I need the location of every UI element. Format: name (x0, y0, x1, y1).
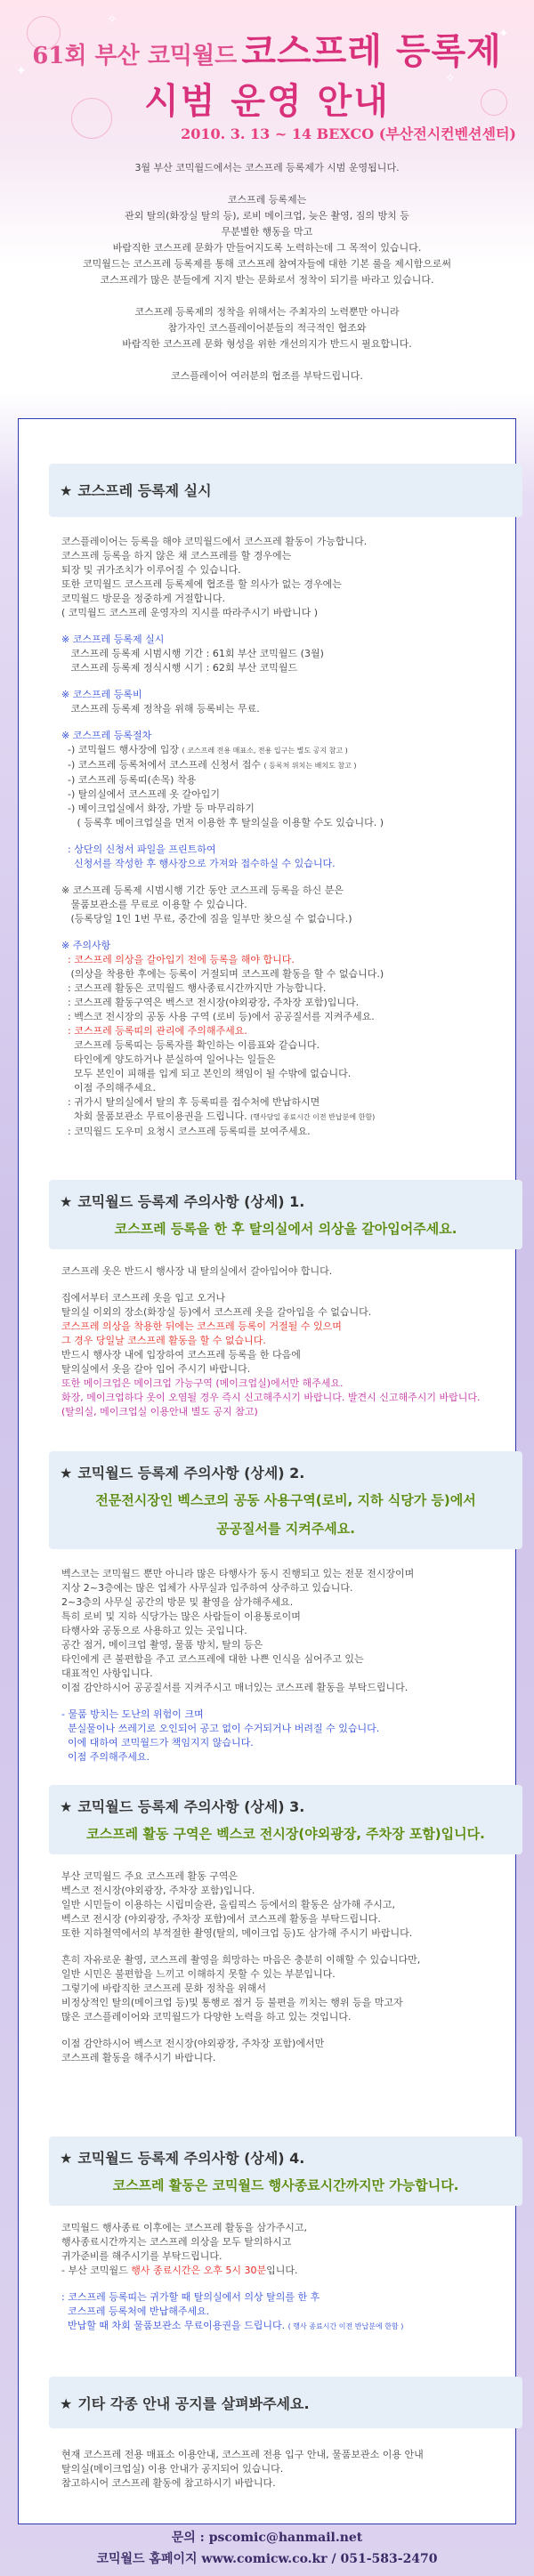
text-line: : 벡스코 전시장의 공동 사용 구역 (로비 등)에서 공공질서를 지켜주세요. (61, 1011, 375, 1022)
text-line: : 상단의 신청서 파일을 프린트하여 (61, 844, 216, 855)
text-line: 대표적인 사항입니다. (61, 1668, 153, 1679)
text-line: 반드시 행사장 내에 입장하여 코스프레 등록을 한 다음에 (61, 1349, 301, 1361)
footer (0, 2527, 534, 2576)
text-line: - 물품 방치는 도난의 위험이 크며 (61, 1708, 204, 1720)
star-icon: ★ (60, 1193, 73, 1210)
text-line: 일반 시민은 불편함을 느끼고 이해하지 못할 수 있는 부분입니다. (61, 1968, 336, 1980)
text-line: 벡스코 전시장(야외광장, 주차장 포함)입니다. (61, 1885, 255, 1896)
section-body (61, 1264, 517, 1419)
text-line: 흔히 자유로운 촬영, 코스프레 촬영을 희망하는 마음은 충분히 이해할 수 있습니다만, (61, 1954, 421, 1966)
section-subtitle: 코스프레 활동은 코믹월드 행사종료시간까지만 가능합니다. (112, 2177, 459, 2193)
section-header (49, 2136, 522, 2206)
star-icon: ★ (60, 1798, 73, 1815)
section-subtitle: 코스프레 활동 구역은 벡스코 전시장(야외광장, 주차장 포함)입니다. (86, 1826, 485, 1842)
text-line: 이점 주의해주세요. (61, 1751, 150, 1763)
section-body (61, 1869, 517, 2065)
text-line: : 코스프레 의상을 갈아입기 전에 등록을 해야 합니다. (61, 954, 295, 965)
text-line: 많은 코스플레이어와 코믹월드가 다양한 노력을 하고 있는 것입니다. (61, 2011, 352, 2023)
text-line: ※ 코스프레 등록제 실시 (61, 634, 165, 645)
intro-paragraph: 코스프레 등록제는 관외 탈의(화장실 탈의 등), 로비 메이크업, 늦은 촬영, 짐의 방치 등 무분별한 행동을 막고 바람직한 코스프레 문화가 만들어지도록 노력하는데 그 목적이 있습니다. 코믹월드는 코스프레 등록제를 통해 코스프레 참여자들에 대한 기본 룰을 제시함으로써 코스프레가 많은 분들에게 지지 받는 문화로서 정착이 되기를 바라고 있습니다. (82, 194, 451, 286)
text-line: 모두 본인이 피해를 입게 되고 본인의 책임이 될 수밖에 없습니다. (61, 1068, 352, 1079)
star-icon: ★ (60, 1465, 73, 1482)
text-line: 이에 대하여 코믹월드가 책임지지 않습니다. (61, 1737, 254, 1748)
text-line: 비정상적인 탈의(메이크업 등)및 통행로 점거 등 불편을 끼치는 행위 등을 막고자 (61, 1997, 403, 2008)
text-line: 이점 감안하시어 벡스코 전시장(야외광장, 주차장 포함)에서만 (61, 2038, 325, 2049)
text-line: 특히 로비 및 지하 식당가는 많은 사람들이 이용통로이며 (61, 1611, 301, 1622)
text-line: 또한 지하철역에서의 부적절한 촬영(탈의, 메이크업 등)도 삼가해 주시기 바랍니다. (61, 1927, 413, 1939)
text-line: 코스프레 활동을 해주시기 바랍니다. (61, 2052, 216, 2063)
text-line: ( 코믹월드 코스프레 운영자의 지시를 따라주시기 바랍니다 ) (61, 607, 319, 618)
section-title (60, 1191, 304, 1211)
text-line: : 코믹월드 도우미 요청시 코스프레 등록띠를 보여주세요. (61, 1126, 311, 1137)
sparkle-icon: ✧ (107, 12, 117, 27)
text-line: (등록당일 1인 1번 무료, 중간에 짐을 일부만 찾으실 수 없습니다.) (61, 913, 352, 925)
section-body (61, 1567, 517, 1764)
text-line: -) 코믹월드 행사장에 입장 ( 코스프레 전용 매표소, 전용 입구는 별도 공지 참고 ) (61, 744, 348, 755)
section-header (49, 1785, 522, 1854)
text-line: 집에서부터 코스프레 옷을 입고 오거나 (61, 1292, 226, 1304)
section-title (60, 2147, 304, 2168)
text-line: 탈의실에서 옷을 갈아 입어 주시기 바랍니다. (61, 1363, 251, 1375)
text-line: 코스프레 등록처에 반납해주세요. (61, 2305, 210, 2317)
text-line: 코스프레 의상을 착용한 뒤에는 코스프레 등록이 거절될 수 있으며 (61, 1320, 342, 1332)
text-line: 코믹월드 행사종료 이후에는 코스프레 활동을 삼가주시고, (61, 2222, 308, 2233)
text-line: 탈의실 이외의 장소(화장실 등)에서 코스프레 옷을 갈아입을 수 없습니다. (61, 1306, 372, 1318)
text-line: 그렇기에 바람직한 코스프레 문화 정착을 위해서 (61, 1982, 267, 1994)
text-line: 신청서를 작성한 후 행사장으로 가져와 접수하실 수 있습니다. (61, 858, 336, 869)
page-subtitle: 시범 운영 안내 (144, 80, 390, 122)
text-line: -) 탈의실에서 코스프레 옷 갈아입기 (61, 788, 221, 800)
text-line: 공간 점거, 메이크업 촬영, 물품 방치, 탈의 등은 (61, 1639, 263, 1651)
text-line: (탈의실, 메이크업실 이용안내 별도 공지 참고) (61, 1406, 258, 1417)
contact-label: 문의 : (171, 2531, 209, 2545)
section-header (49, 1180, 522, 1249)
text-line: 코스프레 등록띠는 등록자를 확인하는 이름표와 같습니다. (61, 1039, 320, 1051)
text-line: 코스프레 등록제 정식시행 시기 : 62회 부산 코믹월드 (61, 662, 298, 674)
sparkle-icon: ✧ (445, 71, 456, 85)
section-body (61, 2448, 517, 2491)
title-prefix: 61회 부산 코믹월드 (32, 43, 238, 69)
text-line: -) 코스프레 등록띠(손목) 착용 (61, 774, 197, 786)
text-line: 물품보관소를 무료로 이용할 수 있습니다. (61, 899, 247, 910)
text-line: 일반 시민들이 이용하는 시립미술관, 올림픽스 등에서의 활동은 삼가해 주시고, (61, 1899, 395, 1910)
homepage-line (0, 2548, 534, 2570)
text-line: : 코스프레 활동은 코믹월드 행사종료시간까지만 가능합니다. (61, 982, 327, 994)
text-line: 이점 감안하시어 공공질서를 지켜주시고 매너있는 코스프레 활동을 부탁드립니다. (61, 1682, 409, 1693)
star-icon: ★ (60, 2395, 73, 2412)
text-line: 또한 메이크업은 메이크업 가능구역 (메이크업실)에서만 해주세요. (61, 1377, 344, 1389)
text-line: 귀가준비를 해주시기를 부탁드립니다. (61, 2250, 222, 2262)
text-line: ※ 코스프레 등록절차 (61, 730, 152, 741)
header-banner (0, 0, 534, 142)
text-line: 지상 2~3층에는 많은 업체가 사무실과 입주하여 상주하고 있습니다. (61, 1582, 353, 1594)
phone-number: / 051-583-2470 (327, 2552, 438, 2566)
text-line: 분실물이나 쓰레기로 오인되어 공고 없이 수거되거나 버려질 수 있습니다. (61, 1723, 380, 1734)
text-line: 이점 주의해주세요. (61, 1082, 156, 1094)
text-line: 행사종료시간까지는 코스프레 의상을 모두 탈의하시고 (61, 2236, 292, 2248)
section-title (60, 1462, 304, 1482)
intro-text (27, 160, 507, 400)
sparkle-icon: ✦ (16, 64, 27, 78)
text-line: : 귀가시 탈의실에서 탈의 후 등록띠를 접수처에 반납하시면 (61, 1096, 320, 1108)
section-title-text: 코스프레 등록제 실시 (77, 482, 212, 499)
text-line: : 코스프레 등록띠는 귀가할 때 탈의실에서 의상 탈의를 한 후 (61, 2291, 320, 2303)
text-line: 그 경우 당일날 코스프레 활동을 할 수 없습니다. (61, 1335, 266, 1346)
star-icon: ★ (60, 2150, 73, 2167)
sparkle-icon: ✦ (498, 27, 509, 41)
text-line: ※ 코스프레 등록비 (61, 689, 142, 700)
section-title (60, 1796, 304, 1816)
homepage-label: 코믹월드 홈페이지 (96, 2552, 202, 2566)
contact-email-link[interactable]: pscomic@hanmail.net (208, 2531, 363, 2545)
text-line: 참고하시어 코스프레 활동에 참고하시기 바랍니다. (61, 2477, 276, 2489)
event-date: 2010. 3. 13 ~ 14 BEXCO (부산전시컨벤션센터) (181, 125, 516, 142)
text-line: 코스프레 등록제 정착을 위해 등록비는 무료. (61, 703, 260, 715)
text-line: 현재 코스프레 전용 매표소 이용안내, 코스프레 전용 입구 안내, 물품보관소 이용 안내 (61, 2449, 424, 2460)
content-panel (18, 418, 516, 2524)
intro-paragraph: 코스프레 등록제의 정착을 위해서는 주최자의 노력뿐만 아니라 참가자인 코스플레이어분들의 적극적인 협조와 바람직한 코스프레 문화 형성을 위한 개선의지가 반드시 필요합니다. (122, 306, 412, 350)
page-title (18, 23, 516, 74)
section-title-text: 기타 각종 안내 공지를 살펴봐주세요. (77, 2395, 310, 2412)
text-line: 또한 코믹월드 코스프레 등록제에 협조를 할 의사가 없는 경우에는 (61, 578, 342, 590)
section-title-text: 코믹월드 등록제 주의사항 (상세) 2. (77, 1465, 305, 1482)
section-title-text: 코믹월드 등록제 주의사항 (상세) 3. (77, 1798, 305, 1815)
text-line: 코스프레 등록제 시범시행 기간 : 61회 부산 코믹월드 (3월) (61, 648, 324, 659)
section-header (49, 1451, 522, 1549)
text-line: -) 코스프레 등록처에서 코스프레 신청서 접수 ( 등록처 위치는 배치도 참고 ) (61, 759, 357, 771)
text-line: 코스프레 등록을 하지 않은 채 코스프레를 할 경우에는 (61, 550, 292, 561)
text-line: 벡스코 전시장 (야외광장, 주차장 포함)에서 코스프레 활동을 부탁드립니다. (61, 1913, 381, 1925)
text-line: 타인에게 큰 불편함을 주고 코스프레에 대한 나쁜 인식을 심어주고 있는 (61, 1653, 364, 1665)
text-line: 차회 물품보관소 무료이용권을 드립니다. (행사당일 종료시간 이전 반납분에 한함) (61, 1110, 376, 1122)
section-title (60, 2393, 310, 2413)
text-line: ( 등록후 메이크업실을 먼저 이용한 후 탈의실을 이용할 수도 있습니다. ) (61, 817, 384, 828)
text-line: 타행사와 공동으로 사용하고 있는 곳입니다. (61, 1625, 247, 1636)
text-line: ※ 주의사항 (61, 940, 111, 951)
text-line: 코스플레이어는 등록을 해야 코믹월드에서 코스프레 활동이 가능합니다. (61, 536, 368, 547)
text-line: 부산 코믹월드 주요 코스프레 활동 구역은 (61, 1870, 239, 1882)
section-subtitle: 공공질서를 지켜주세요. (216, 1521, 355, 1537)
section-title-text: 코믹월드 등록제 주의사항 (상세) 4. (77, 2150, 305, 2167)
text-line: ※ 코스프레 등록제 시범시행 기간 동안 코스프레 등록을 하신 분은 (61, 884, 344, 896)
text-line: : 코스프레 활동구역은 벡스코 전시장(야외광장, 주차장 포함)입니다. (61, 997, 360, 1008)
homepage-link[interactable]: www.comicw.co.kr (201, 2552, 328, 2566)
section-body (61, 535, 517, 1139)
text-line: (의상을 착용한 후에는 등록이 거절되며 코스프레 활동을 할 수 없습니다.) (61, 968, 384, 980)
text-line: 코믹월드 방문을 정중하게 거절합니다. (61, 593, 226, 604)
text-line: 화장, 메이크업하다 옷이 오염될 경우 즉시 신고해주시기 바랍니다. 발견시 신고해주시기 바랍니다. (61, 1392, 481, 1403)
text-line: -) 메이크업실에서 화장, 가발 등 마무리하기 (61, 803, 255, 814)
text-line: 코스프레 옷은 반드시 행사장 내 탈의실에서 갈아입어야 합니다. (61, 1265, 333, 1277)
section-subtitle: 코스프레 등록을 한 후 탈의실에서 의상을 갈아입어주세요. (114, 1221, 457, 1237)
intro-paragraph: 3월 부산 코믹월드에서는 코스프레 등록제가 시범 운영됩니다. (134, 162, 400, 174)
section-header (49, 2377, 522, 2428)
section-title-text: 코믹월드 등록제 주의사항 (상세) 1. (77, 1193, 305, 1210)
intro-paragraph: 코스플레이어 여러분의 협조를 부탁드립니다. (171, 370, 363, 382)
text-line: 벡스코는 코믹월드 뿐만 아니라 많은 타행사가 동시 진행되고 있는 전문 전시장이며 (61, 1568, 415, 1579)
section-body (61, 2221, 517, 2334)
text-line: 타인에게 양도하거나 분실하여 일어나는 일들은 (61, 1054, 276, 1065)
text-line: - 부산 코믹월드 행사 종료시간은 오후 5시 30분입니다. (61, 2265, 298, 2276)
text-line: 탈의실(메이크업실) 이용 안내가 공지되어 있습니다. (61, 2463, 284, 2475)
text-line: : 코스프레 등록띠의 관리에 주의해주세요. (61, 1025, 247, 1037)
text-line: 반납할 때 차회 물품보관소 무료이용권을 드립니다. ( 행사 종료시간 이전 반납분에 한함 ) (61, 2320, 404, 2331)
contact-line (0, 2527, 534, 2548)
text-line: 퇴장 및 귀가조치가 이루어질 수 있습니다. (61, 564, 241, 576)
title-main: 코스프레 등록제 (241, 30, 502, 72)
section-title (60, 480, 212, 500)
text-line: 2~3층의 사무실 공간의 방문 및 촬영을 삼가해주세요. (61, 1596, 294, 1608)
star-icon: ★ (60, 482, 73, 499)
section-header (49, 464, 522, 517)
section-subtitle: 전문전시장인 벡스코의 공동 사용구역(로비, 지하 식당가 등)에서 (95, 1492, 476, 1508)
